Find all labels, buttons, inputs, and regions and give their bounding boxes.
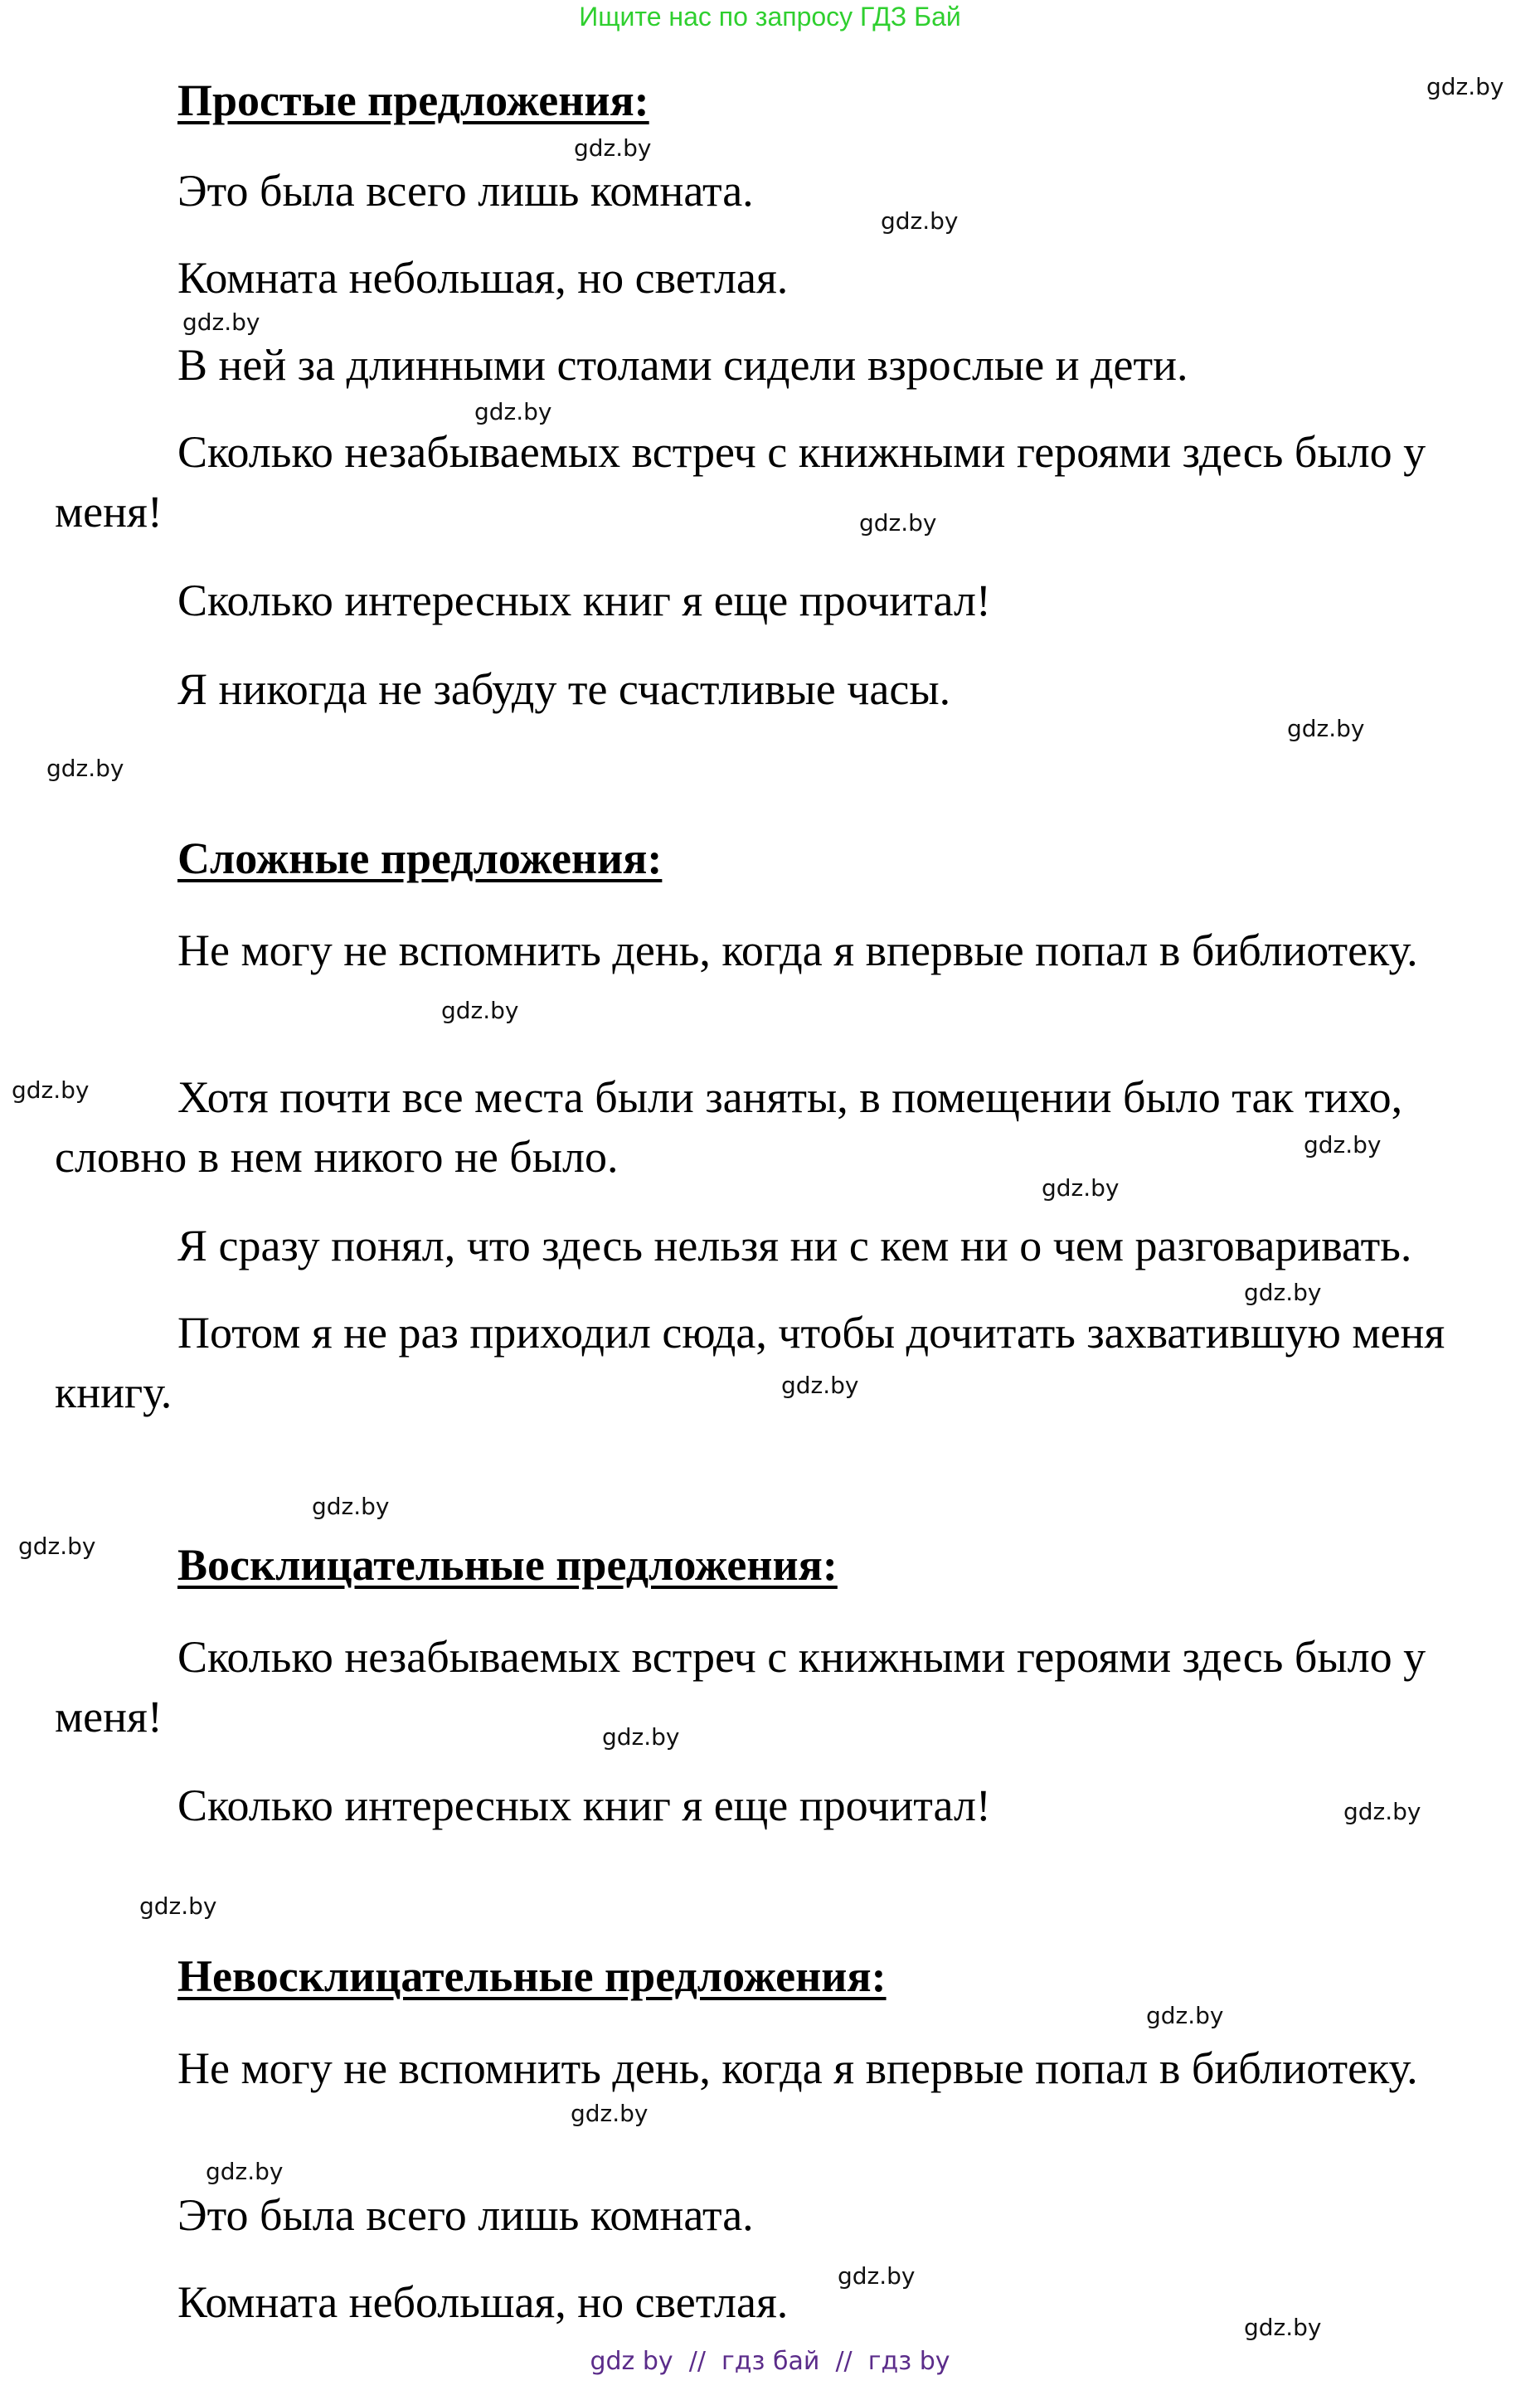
watermark: gdz.by — [859, 509, 937, 537]
heading-complex-sentences: Сложные предложения: — [177, 833, 663, 883]
complex-sentence-1: Не могу не вспомнить день, когда я впервые попал в библиотеку. — [177, 925, 1418, 975]
heading-exclamatory-sentences: Восклицательные предложения: — [177, 1540, 838, 1590]
watermark: gdz.by — [1146, 2002, 1224, 2029]
site-banner: Ищите нас по запросу ГДЗ Бай — [579, 2, 961, 32]
simple-sentence-4: Сколько незабываемых встреч с книжными героями здесь было у меня! — [55, 427, 1426, 537]
complex-sentence-2: Хотя почти все места были заняты, в помещении было так тихо, словно в нем никого не было. — [55, 1072, 1403, 1182]
watermark: gdz.by — [12, 1076, 90, 1104]
watermark: gdz.by — [1304, 1131, 1382, 1159]
watermark: gdz.by — [474, 398, 552, 425]
watermark: gdz.by — [1244, 1279, 1322, 1306]
watermark: gdz.by — [1426, 73, 1504, 100]
exclamatory-sentence-2: Сколько интересных книг я еще прочитал! — [177, 1780, 991, 1830]
complex-sentence-4: Потом я не раз приходил сюда, чтобы дочитать захватившую меня книгу. — [55, 1308, 1445, 1417]
footer-links: gdz by // гдз бай // гдз by — [590, 2347, 950, 2376]
watermark: gdz.by — [1042, 1174, 1120, 1202]
watermark: gdz.by — [838, 2262, 916, 2290]
watermark: gdz.by — [574, 134, 652, 162]
exclamatory-sentence-1: Сколько незабываемых встреч с книжными героями здесь было у меня! — [55, 1632, 1426, 1741]
watermark: gdz.by — [881, 207, 959, 235]
non-exclamatory-sentence-3: Комната небольшая, но светлая. — [177, 2277, 789, 2327]
watermark: gdz.by — [182, 308, 260, 336]
watermark: gdz.by — [1244, 2314, 1322, 2341]
non-exclamatory-sentence-2: Это была всего лишь комната. — [177, 2190, 754, 2240]
simple-sentence-5: Сколько интересных книг я еще прочитал! — [177, 576, 991, 625]
watermark: gdz.by — [139, 1892, 217, 1920]
watermark: gdz.by — [781, 1372, 859, 1399]
simple-sentence-6: Я никогда не забуду те счастливые часы. — [177, 664, 951, 714]
simple-sentence-1: Это была всего лишь комната. — [177, 166, 754, 216]
watermark: gdz.by — [441, 997, 519, 1024]
watermark: gdz.by — [602, 1723, 680, 1751]
simple-sentence-2: Комната небольшая, но светлая. — [177, 253, 789, 303]
watermark: gdz.by — [312, 1493, 390, 1520]
watermark: gdz.by — [1287, 715, 1365, 742]
watermark: gdz.by — [46, 755, 124, 782]
watermark: gdz.by — [571, 2100, 649, 2127]
watermark: gdz.by — [206, 2158, 284, 2185]
non-exclamatory-sentence-1: Не могу не вспомнить день, когда я впервые попал в библиотеку. — [177, 2043, 1418, 2093]
heading-non-exclamatory-sentences: Невосклицательные предложения: — [177, 1951, 887, 2001]
heading-simple-sentences: Простые предложения: — [177, 75, 649, 125]
watermark: gdz.by — [18, 1533, 96, 1560]
simple-sentence-3: В ней за длинными столами сидели взрослые и дети. — [177, 340, 1188, 390]
watermark: gdz.by — [1343, 1798, 1421, 1825]
complex-sentence-3: Я сразу понял, что здесь нельзя ни с кем ни о чем разговаривать. — [177, 1221, 1412, 1270]
